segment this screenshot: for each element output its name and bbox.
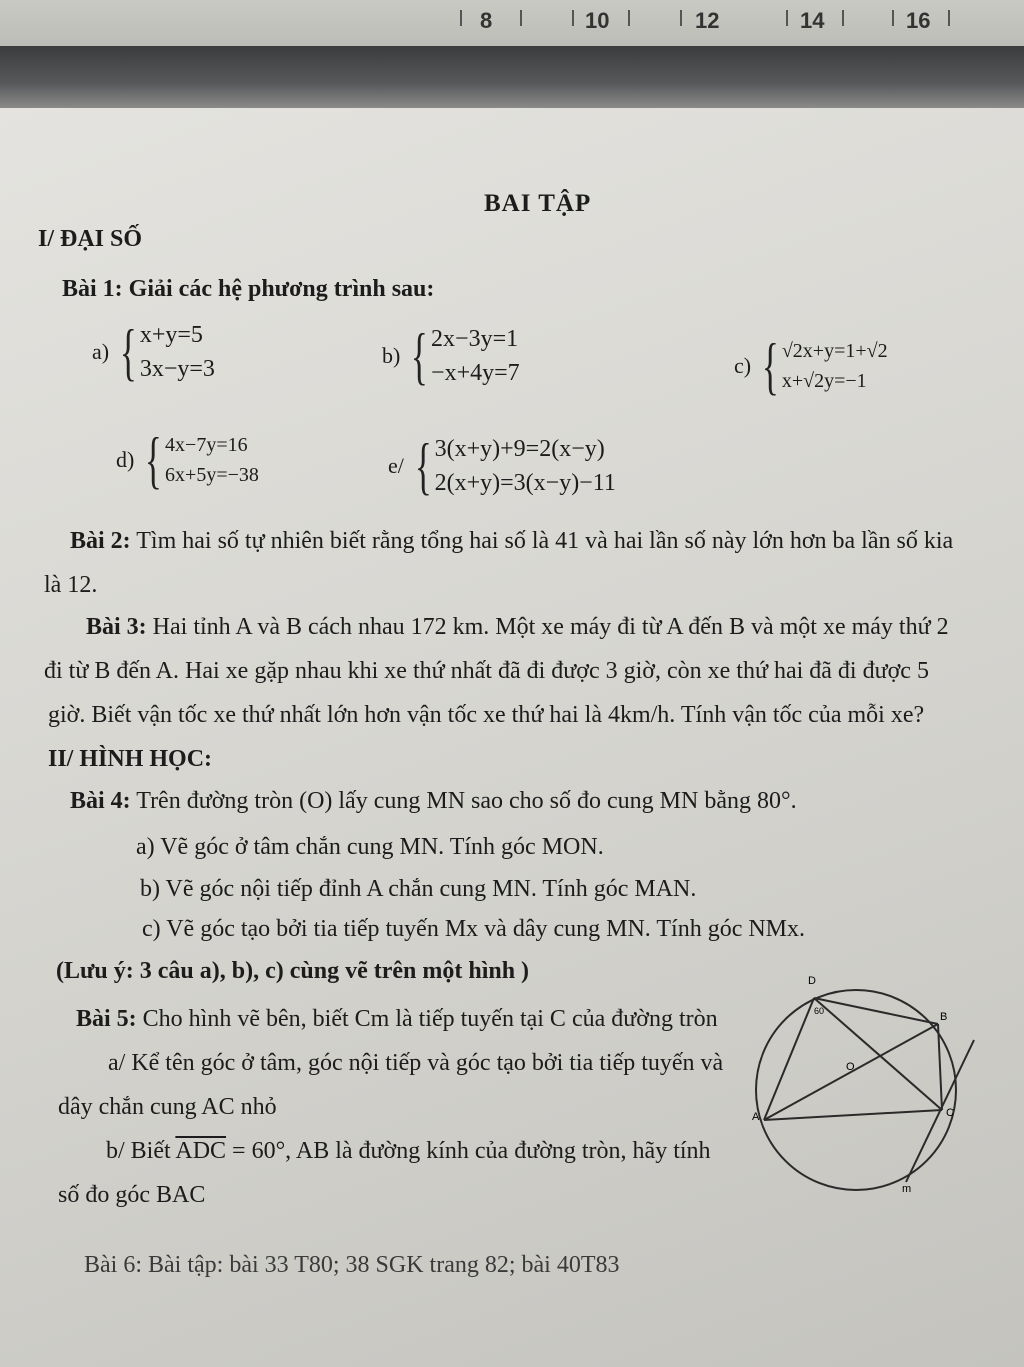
bai3-label: Bài 3: xyxy=(86,614,147,640)
ruler-tick: 16 xyxy=(906,8,931,33)
equation: 4x−7y=16 xyxy=(165,434,248,456)
bai4-label: Bài 4: xyxy=(70,788,131,814)
editor-toolbar-strip xyxy=(0,46,1024,108)
bai3-line-1 xyxy=(86,614,949,641)
bai2-line-2: là 12. xyxy=(44,572,98,598)
segment-db xyxy=(814,998,938,1024)
system-d xyxy=(116,424,259,495)
bai5-label: Bài 5: xyxy=(76,1006,137,1032)
ruler-tick: 12 xyxy=(695,8,720,33)
system-a xyxy=(92,318,215,386)
segment-ac xyxy=(764,1110,942,1120)
label-m: m xyxy=(902,1183,912,1195)
bai6-line: Bài 6: Bài tập: bài 33 T80; 38 SGK trang 82; bài 40T83 xyxy=(84,1252,620,1278)
label-o: O xyxy=(846,1061,855,1073)
equation: √2x+y=1+√2 xyxy=(781,340,888,362)
circle-diagram xyxy=(752,970,982,1200)
bai3-line-2: đi từ B đến A. Hai xe gặp nhau khi xe thứ nhất đã đi được 3 giờ, còn xe thứ hai đã đi được 5 xyxy=(44,658,929,684)
section-algebra-heading: I/ ĐẠI SỐ xyxy=(38,226,143,252)
ruler-mark xyxy=(842,10,844,26)
bai5-b-lead: b/ Biết xyxy=(106,1138,171,1164)
system-label: d) xyxy=(116,447,135,472)
equation: 2(x+y)=3(x−y)−11 xyxy=(434,470,616,496)
bai2-label: Bài 2: xyxy=(70,528,131,554)
equation: −x+4y=7 xyxy=(431,360,520,386)
bai4-b: b) Vẽ góc nội tiếp đỉnh A chắn cung MN. Tính góc MAN. xyxy=(140,876,697,902)
bai4-a: a) Vẽ góc ở tâm chắn cung MN. Tính góc MON. xyxy=(136,834,604,860)
label-a: A xyxy=(752,1111,760,1123)
system-label: b) xyxy=(382,343,401,368)
bai4-text: Trên đường tròn (O) lấy cung MN sao cho số đo cung MN bằng 80°. xyxy=(136,788,797,814)
ruler-mark xyxy=(680,10,682,26)
bai1-heading: Bài 1: Giải các hệ phương trình sau: xyxy=(62,276,435,302)
ruler-tick: 8 xyxy=(480,8,493,33)
brace-glyph: { xyxy=(145,424,163,495)
bai5-b-text: AB là đường kính của đường tròn, hãy tính xyxy=(295,1138,711,1164)
label-d: D xyxy=(808,975,816,987)
system-label: a) xyxy=(92,339,110,364)
equation: x+y=5 xyxy=(139,322,203,348)
brace-glyph: { xyxy=(762,330,779,401)
system-c xyxy=(734,330,888,401)
system-b xyxy=(382,322,520,390)
bai4-c: c) Vẽ góc tạo bởi tia tiếp tuyến Mx và dây cung MN. Tính góc NMx. xyxy=(142,916,806,942)
circle-o xyxy=(756,990,956,1190)
label-angle: 60 xyxy=(814,1006,825,1016)
page-title: BAI TẬP xyxy=(484,190,592,217)
bai4-note: (Lưu ý: 3 câu a), b), c) cùng vẽ trên một hình ) xyxy=(56,958,530,984)
bai2-line-1 xyxy=(70,528,953,555)
bai5-text: Cho hình vẽ bên, biết Cm là tiếp tuyến tại C của đường tròn xyxy=(142,1006,718,1032)
ruler-mark xyxy=(948,10,950,26)
equation: 3x−y=3 xyxy=(139,356,215,382)
bai5-b-1 xyxy=(106,1138,711,1165)
bai3-line-3: giờ. Biết vận tốc xe thứ nhất lớn hơn vận tốc xe thứ hai là 4km/h. Tính vận tốc của mỗi xe? xyxy=(48,702,925,728)
section-geometry-heading: II/ HÌNH HỌC: xyxy=(48,746,213,772)
ruler xyxy=(0,0,1024,47)
bai4-line xyxy=(70,788,797,815)
label-b: B xyxy=(940,1011,948,1023)
ruler-mark xyxy=(786,10,788,26)
label-c: C xyxy=(946,1107,954,1119)
bai5-a-2: dây chắn cung AC nhỏ xyxy=(58,1094,277,1120)
brace-glyph: { xyxy=(411,320,429,391)
bai5-b-2: số đo góc BAC xyxy=(58,1182,206,1208)
system-label: c) xyxy=(734,353,752,378)
equation: 3(x+y)+9=2(x−y) xyxy=(434,436,605,462)
brace-glyph: { xyxy=(414,430,432,501)
equation: 2x−3y=1 xyxy=(431,326,519,352)
ruler-tick: 14 xyxy=(800,8,825,33)
bai5-a-1: a/ Kể tên góc ở tâm, góc nội tiếp và góc tạo bởi tia tiếp tuyến và xyxy=(108,1050,724,1076)
ruler-mark xyxy=(628,10,630,26)
ruler-mark xyxy=(460,10,462,26)
bai5-line xyxy=(76,1006,718,1033)
ruler-mark xyxy=(520,10,522,26)
brace-glyph: { xyxy=(120,316,137,387)
ruler-mark xyxy=(892,10,894,26)
arc-adc: $\overline{ADC}$ xyxy=(175,1138,227,1164)
equation: 6x+5y=−38 xyxy=(165,464,259,486)
bai3-text: Hai tỉnh A và B cách nhau 172 km. Một xe máy đi từ A đến B và một xe máy thứ 2 xyxy=(152,614,949,640)
bai2-text: Tìm hai số tự nhiên biết rằng tổng hai số là 41 và hai lần số này lớn hơn ba lần số kia xyxy=(136,528,954,554)
ruler-tick: 10 xyxy=(585,8,610,33)
equation: x+√2y=−1 xyxy=(781,370,867,392)
system-e xyxy=(388,432,616,500)
arc-value: = 60°, xyxy=(232,1138,292,1164)
system-label: e/ xyxy=(388,453,404,478)
ruler-mark xyxy=(572,10,574,26)
